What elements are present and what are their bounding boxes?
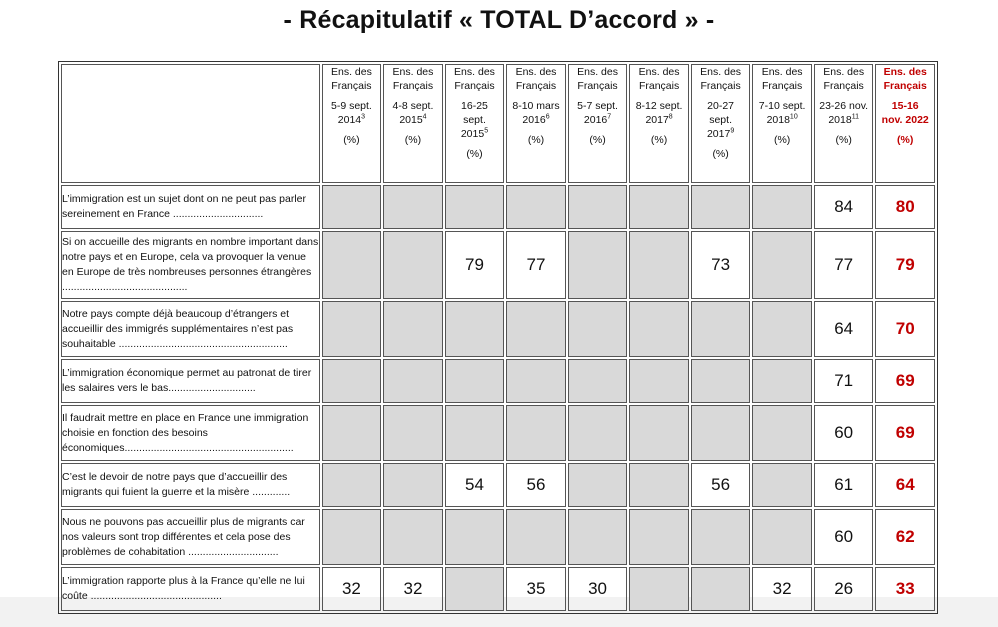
column-population: Ens. des Français <box>392 66 434 92</box>
column-population: Ens. des Français <box>823 66 865 92</box>
value-cell: 33 <box>875 567 935 611</box>
empty-cell <box>752 231 812 299</box>
column-population: Ens. des Français <box>577 66 618 92</box>
column-population: Ens. des Français <box>638 66 680 92</box>
row-statement: Nous ne pouvons pas accueillir plus de migrants car nos valeurs sont trop différentes et cela pose des problèmes de cohabitation ............................... <box>61 509 320 565</box>
value-cell: 71 <box>814 359 874 403</box>
column-date <box>707 100 734 140</box>
empty-cell <box>691 185 751 229</box>
column-header <box>383 64 443 183</box>
footnote-ref: 11 <box>851 113 859 121</box>
table-row <box>61 359 935 403</box>
empty-cell <box>568 463 628 507</box>
column-date <box>393 100 434 126</box>
column-header <box>629 64 689 183</box>
column-date-text: 5-9 sept. 2014 <box>330 100 372 126</box>
empty-cell <box>691 509 751 565</box>
table-row <box>61 301 935 357</box>
value-cell: 73 <box>691 231 751 299</box>
column-date <box>331 100 372 126</box>
footnote-ref: 6 <box>545 113 550 121</box>
value-cell: 54 <box>445 463 505 507</box>
row-statement: L’immigration rapporte plus à la France qu’elle ne lui coûte ............................................. <box>61 567 320 611</box>
column-date-text: 23-26 nov. 2018 <box>819 100 869 126</box>
empty-cell <box>322 359 382 403</box>
footnote-ref: 4 <box>422 113 427 121</box>
header-corner <box>61 64 320 183</box>
column-unit: (%) <box>897 134 914 146</box>
value-cell: 26 <box>814 567 874 611</box>
empty-cell <box>506 359 566 403</box>
column-date-text: 16-25 sept. 2015 <box>460 100 488 140</box>
column-unit: (%) <box>589 134 606 146</box>
column-date <box>636 100 683 126</box>
column-date <box>461 100 488 140</box>
column-date <box>819 100 868 126</box>
empty-cell <box>691 567 751 611</box>
empty-cell <box>752 405 812 461</box>
empty-cell <box>629 301 689 357</box>
value-cell: 35 <box>506 567 566 611</box>
row-statement: L’immigration économique permet au patronat de tirer les salaires vers le bas.............................. <box>61 359 320 403</box>
column-population: Ens. des Français <box>330 66 372 92</box>
column-unit: (%) <box>650 134 668 146</box>
table-row <box>61 185 935 229</box>
value-cell: 60 <box>814 509 874 565</box>
table-row <box>61 567 935 611</box>
empty-cell <box>629 567 689 611</box>
value-cell: 32 <box>383 567 443 611</box>
empty-cell <box>629 231 689 299</box>
column-unit: (%) <box>527 134 545 146</box>
column-date <box>759 100 806 126</box>
column-date-text: 8-12 sept. 2017 <box>635 100 683 126</box>
empty-cell <box>322 405 382 461</box>
empty-cell <box>629 463 689 507</box>
column-unit: (%) <box>343 134 360 146</box>
empty-cell <box>322 231 382 299</box>
empty-cell <box>568 509 628 565</box>
value-cell: 56 <box>506 463 566 507</box>
value-cell: 69 <box>875 359 935 403</box>
empty-cell <box>752 509 812 565</box>
column-population: Ens. des Français <box>454 66 495 92</box>
header-row <box>61 64 935 183</box>
value-cell: 77 <box>506 231 566 299</box>
empty-cell <box>445 185 505 229</box>
column-date-text: 7-10 sept. 2018 <box>758 100 806 126</box>
column-header <box>814 64 874 183</box>
column-header <box>752 64 812 183</box>
empty-cell <box>506 509 566 565</box>
value-cell: 79 <box>445 231 505 299</box>
empty-cell <box>506 405 566 461</box>
column-date <box>882 100 929 126</box>
empty-cell <box>445 405 505 461</box>
column-unit: (%) <box>773 134 791 146</box>
column-header <box>322 64 382 183</box>
empty-cell <box>568 231 628 299</box>
column-population: Ens. des Français <box>883 66 927 92</box>
table-row <box>61 509 935 565</box>
column-header <box>568 64 628 183</box>
value-cell: 84 <box>814 185 874 229</box>
empty-cell <box>322 463 382 507</box>
empty-cell <box>383 301 443 357</box>
empty-cell <box>506 301 566 357</box>
row-statement: L’immigration est un sujet dont on ne peut pas parler sereinement en France ............................... <box>61 185 320 229</box>
empty-cell <box>691 301 751 357</box>
empty-cell <box>383 463 443 507</box>
column-date-text: 8-10 mars 2016 <box>512 100 560 126</box>
empty-cell <box>322 185 382 229</box>
empty-cell <box>445 301 505 357</box>
table-row <box>61 463 935 507</box>
value-cell: 79 <box>875 231 935 299</box>
value-cell: 62 <box>875 509 935 565</box>
value-cell: 56 <box>691 463 751 507</box>
empty-cell <box>383 359 443 403</box>
footnote-ref: 10 <box>789 113 798 121</box>
empty-cell <box>752 463 812 507</box>
value-cell: 61 <box>814 463 874 507</box>
empty-cell <box>445 359 505 403</box>
empty-cell <box>568 405 628 461</box>
empty-cell <box>568 301 628 357</box>
value-cell: 32 <box>322 567 382 611</box>
empty-cell <box>629 509 689 565</box>
column-population: Ens. des Français <box>515 66 557 92</box>
column-unit: (%) <box>712 148 729 160</box>
empty-cell <box>322 509 382 565</box>
column-date-text: 15-16 nov. 2022 <box>881 100 929 126</box>
empty-cell <box>691 405 751 461</box>
column-date <box>577 100 618 126</box>
empty-cell <box>629 185 689 229</box>
empty-cell <box>691 359 751 403</box>
footnote-ref: 9 <box>730 127 735 135</box>
value-cell: 32 <box>752 567 812 611</box>
footnote-ref: 5 <box>484 127 489 135</box>
column-header <box>445 64 505 183</box>
empty-cell <box>445 567 505 611</box>
empty-cell <box>752 301 812 357</box>
column-date <box>512 100 559 126</box>
table-body <box>61 185 935 611</box>
value-cell: 77 <box>814 231 874 299</box>
column-unit: (%) <box>404 134 422 146</box>
value-cell: 64 <box>814 301 874 357</box>
column-population: Ens. des Français <box>700 66 742 92</box>
empty-cell <box>383 231 443 299</box>
row-statement: Si on accueille des migrants en nombre important dans notre pays et en Europe, cela va provoquer la venue en Europe de très nombreuses personnes étrangères ........................................... <box>61 231 320 299</box>
empty-cell <box>383 509 443 565</box>
empty-cell <box>445 509 505 565</box>
column-date-text: 20-27 sept. 2017 <box>706 100 735 140</box>
empty-cell <box>752 359 812 403</box>
footnote-ref: 7 <box>607 113 612 121</box>
empty-cell <box>752 185 812 229</box>
page-title: - Récapitulatif « TOTAL D’accord » - <box>283 6 715 34</box>
recap-table <box>58 61 938 614</box>
value-cell: 64 <box>875 463 935 507</box>
empty-cell <box>322 301 382 357</box>
column-unit: (%) <box>466 148 483 160</box>
value-cell: 60 <box>814 405 874 461</box>
column-header <box>506 64 566 183</box>
row-statement: C’est le devoir de notre pays que d’accueillir des migrants qui fuient la guerre et la misère ............. <box>61 463 320 507</box>
footnote-ref: 8 <box>668 113 673 121</box>
column-header <box>691 64 751 183</box>
footnote-ref: 3 <box>361 113 366 121</box>
empty-cell <box>629 405 689 461</box>
empty-cell <box>568 359 628 403</box>
column-population: Ens. des Français <box>761 66 803 92</box>
table-row <box>61 231 935 299</box>
empty-cell <box>629 359 689 403</box>
value-cell: 30 <box>568 567 628 611</box>
row-statement: Notre pays compte déjà beaucoup d’étrangers et accueillir des immigrés supplémentaires n’est pas souhaitable .......................................................... <box>61 301 320 357</box>
value-cell: 70 <box>875 301 935 357</box>
value-cell: 69 <box>875 405 935 461</box>
empty-cell <box>568 185 628 229</box>
empty-cell <box>383 405 443 461</box>
empty-cell <box>506 185 566 229</box>
empty-cell <box>383 185 443 229</box>
column-date-text: 4-8 sept. 2015 <box>392 100 434 126</box>
value-cell: 80 <box>875 185 935 229</box>
row-statement: Il faudrait mettre en place en France une immigration choisie en fonction des besoins économiques.......................................................... <box>61 405 320 461</box>
column-header <box>875 64 935 183</box>
column-unit: (%) <box>835 134 852 146</box>
column-date-text: 5-7 sept. 2016 <box>577 100 618 126</box>
table-row <box>61 405 935 461</box>
